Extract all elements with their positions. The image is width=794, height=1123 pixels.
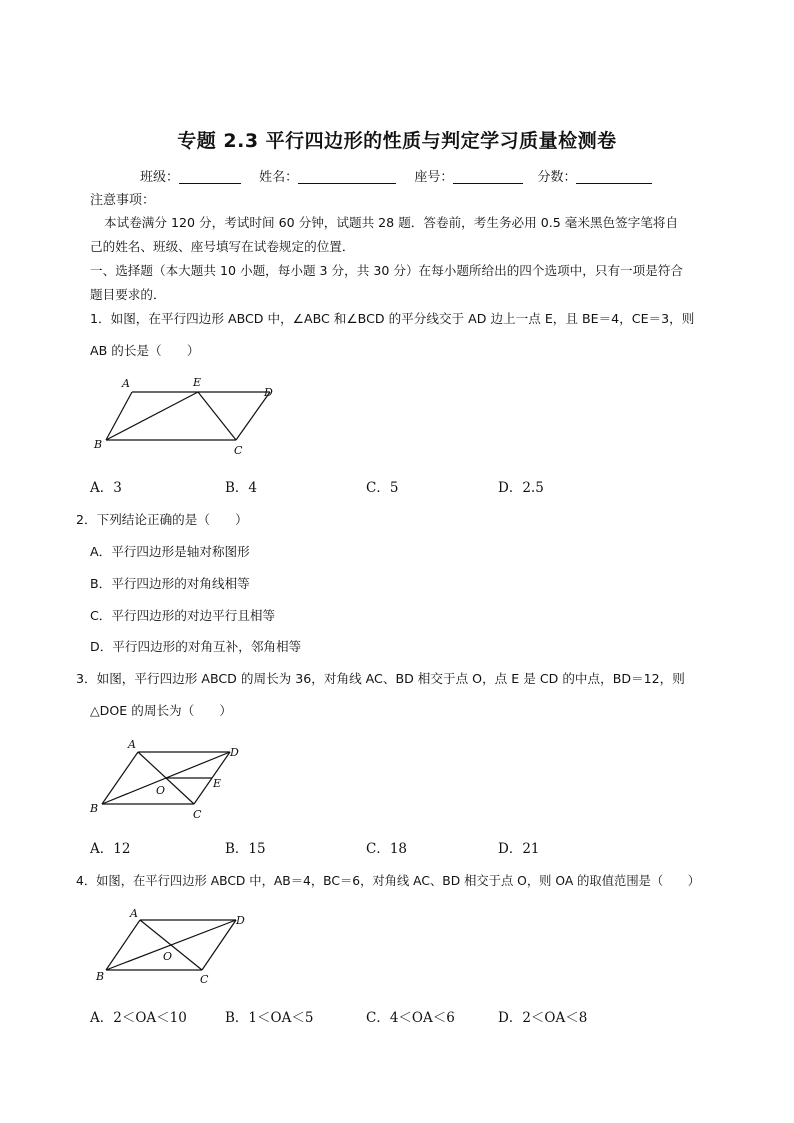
q3-label-b: B: [90, 802, 99, 815]
q4-option-a[interactable]: A．2＜OA＜10: [90, 1010, 187, 1026]
q3-option-c[interactable]: C．18: [366, 841, 408, 857]
section-1-line-1: 一、选择题（本大题共 10 小题，每小题 3 分，共 30 分）在每小题所给出的四个选项中，只有一项是符合: [90, 263, 684, 278]
score-label: 分数：: [537, 170, 577, 185]
q4-option-c[interactable]: C．4＜OA＜6: [366, 1010, 455, 1026]
q4-label-o: O: [163, 950, 173, 963]
q3-label-o: O: [156, 784, 166, 797]
q1-label-d: D: [264, 386, 273, 399]
q1-stem-line-2: AB 的长是（ ）: [90, 343, 200, 358]
q3-label-c: C: [193, 808, 202, 821]
section-1-line-2: 题目要求的．: [90, 287, 166, 302]
q2-option-b[interactable]: B．平行四边形的对角线相等: [90, 576, 250, 591]
q1-label-c: C: [234, 444, 243, 457]
q3-stem-line-2: △DOE 的周长为（ ）: [90, 703, 233, 718]
q4-figure-parallelogram: [86, 904, 256, 990]
q3-label-d: D: [230, 746, 239, 759]
student-info-line: [140, 166, 652, 185]
notice-line-2: 己的姓名、班级、座号填写在试卷规定的位置．: [90, 239, 355, 254]
seat-label: 座号：: [414, 170, 454, 185]
q3-label-e: E: [213, 777, 222, 790]
q1-segment-be: [106, 392, 198, 440]
q4-label-a: A: [130, 907, 138, 920]
q3-stem-line-1: 3．如图，平行四边形 ABCD 的周长为 36，对角线 AC、BD 相交于点 O，点 E 是 CD 的中点，BD＝12，则: [76, 671, 685, 686]
q3-option-d[interactable]: D．21: [498, 841, 540, 857]
q4-label-c: C: [200, 973, 209, 986]
q3-option-a[interactable]: A．12: [90, 841, 131, 857]
seat-blank[interactable]: [453, 169, 523, 184]
q1-option-a[interactable]: A．3: [90, 480, 122, 496]
q1-label-e: E: [193, 376, 202, 389]
page-title: 专题 2.3 平行四边形的性质与判定学习质量检测卷: [177, 130, 617, 152]
notice-line-1: 本试卷满分 120 分，考试时间 60 分钟，试题共 28 题．答卷前，考生务必用 0.5 毫米黑色签字笔将自: [104, 215, 679, 230]
name-label: 姓名：: [259, 170, 299, 185]
q1-stem-line-1: 1．如图，在平行四边形 ABCD 中，∠ABC 和∠BCD 的平分线交于 AD 边上一点 E，且 BE＝4，CE＝3，则: [90, 311, 695, 326]
q4-side-cd: [202, 920, 236, 970]
q4-stem: 4．如图，在平行四边形 ABCD 中，AB＝4，BC＝6，对角线 AC、BD 相交于点 O，则 OA 的取值范围是（ ）: [76, 874, 701, 888]
name-blank[interactable]: [298, 169, 396, 184]
score-blank[interactable]: [576, 169, 652, 184]
q4-label-b: B: [96, 970, 105, 983]
q4-label-d: D: [236, 914, 245, 927]
class-blank[interactable]: [179, 169, 241, 184]
q1-figure-parallelogram: [86, 372, 286, 462]
q2-stem: 2．下列结论正确的是（ ）: [76, 512, 248, 527]
q1-label-b: B: [94, 438, 103, 451]
q3-label-a: A: [128, 738, 136, 751]
q4-option-d[interactable]: D．2＜OA＜8: [498, 1010, 588, 1026]
q1-segment-ce: [198, 392, 236, 440]
q3-figure-parallelogram: [82, 732, 252, 826]
q3-option-b[interactable]: B．15: [225, 841, 266, 857]
q1-option-d[interactable]: D．2.5: [498, 480, 544, 496]
q2-option-c[interactable]: C．平行四边形的对边平行且相等: [90, 608, 276, 623]
q1-side-cd: [236, 392, 270, 440]
q1-option-b[interactable]: B．4: [225, 480, 258, 496]
notice-heading: 注意事项：: [90, 193, 156, 208]
class-label: 班级：: [140, 170, 180, 185]
q1-label-a: A: [122, 377, 130, 390]
q2-option-a[interactable]: A．平行四边形是轴对称图形: [90, 544, 250, 559]
q2-option-d[interactable]: D．平行四边形的对角互补，邻角相等: [90, 639, 302, 654]
q4-option-b[interactable]: B．1＜OA＜5: [225, 1010, 314, 1026]
q4-side-ab: [106, 920, 140, 970]
q1-option-c[interactable]: C．5: [366, 480, 399, 496]
